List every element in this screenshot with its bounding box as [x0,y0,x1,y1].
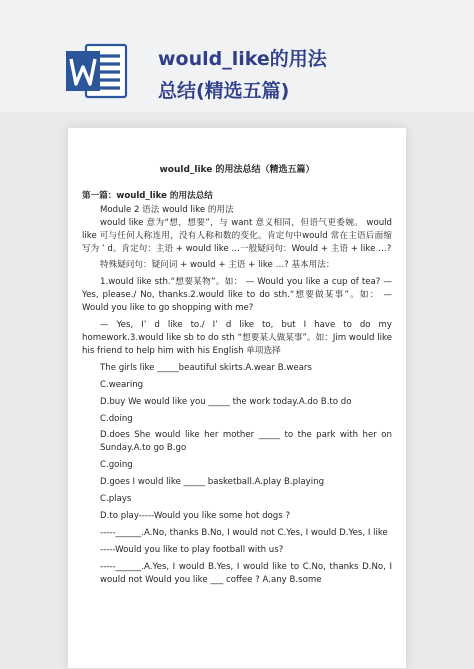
option-line: C.wearing [100,379,144,390]
option-line: C.doing [100,413,133,424]
paragraph-5: — Yes, I’ d like to./ I’ d like to, but I have to do my homework.3.would like sb to do sth “想要某人做某事”。如：Jim would like his friend to help him with his English 单项选择 [82,320,392,356]
question-line: D.goes I would like _____ basketball.A.play B.playing [100,477,325,488]
header-title-line-2: 总结(精选五篇) [158,80,290,102]
question-line: -----______.A.No, thanks B.No, I would not C.Yes, I would D.Yes, I like [100,527,388,538]
option-line: C.plays [100,494,132,505]
question-line: D.does She would like her mother _____ to the park with her on Sunday.A.to go B.go [100,430,392,454]
question-line: The girls like _____beautiful skirts.A.wear B.wears [100,362,312,373]
option-line: C.going [100,460,133,471]
question-line: D.buy We would like you _____ the work today.A.do B.to do [100,396,352,407]
question-line: -----Would you like to play football with us? [100,544,284,555]
question-line: -----______.A.Yes, I would B.Yes, I would like to C.No, thanks D.No, I would not Would you like ___ coffee ? A.any B.some [100,561,392,585]
section-title: 第一篇：would_like 的用法总结 [82,190,213,201]
word-doc-icon [64,42,128,100]
paragraph-4: 1.would like sth.“想要某物”。如： — Would you like a cup of tea? — Yes, please./ No, thanks.2.would like to do sth.“想要做某事”。如： — Would you like to go shopping with me? [82,277,392,314]
doc-title: would_like 的用法总结（精选五篇） [159,165,315,175]
document-page [68,128,406,668]
document-content [82,164,392,586]
document-header [0,0,474,112]
header-title-line-1: would_like的用法 [158,48,327,70]
paragraph-3: 特殊疑问句：疑问词 + would + 主语 + like …? 基本用法： [100,260,335,271]
paragraph-2: would like 意为“想，想要”，与 want 意义相同，但语气更委婉。 would like 可与任何人称连用，没有人称和数的变化。肯定句中would 常在主语后面缩写为 ’ d。肯定句：主语 + would like …一般疑问句：Would + 主语 + like …? [82,217,392,254]
question-line: D.to play-----Would you like some hot dogs ? [100,510,291,521]
paragraph-1: Module 2 语法 would like 的用法 [100,204,234,215]
